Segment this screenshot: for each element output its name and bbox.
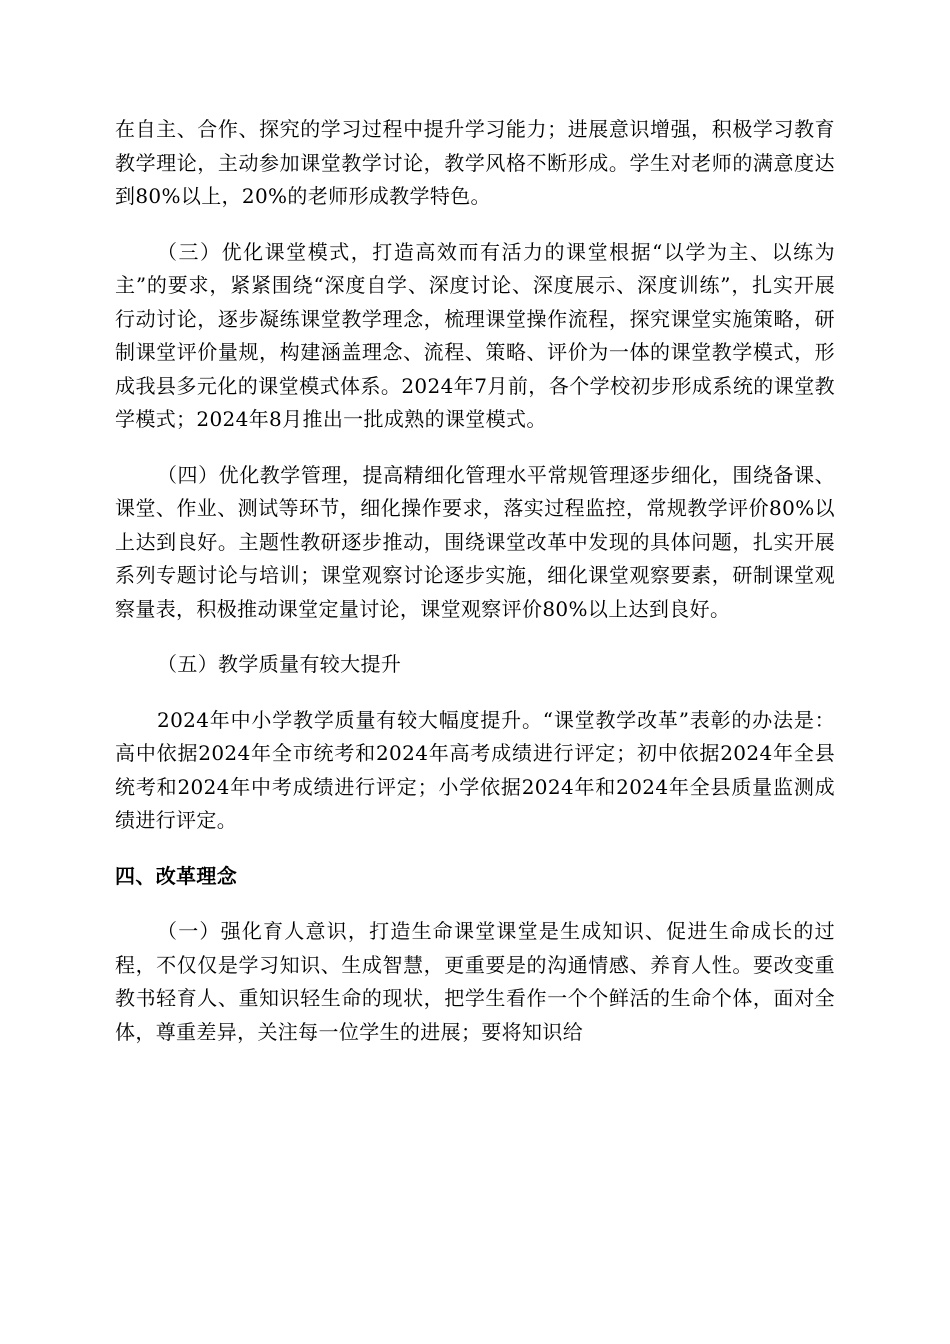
document-page <box>115 113 835 1071</box>
paragraph-teaching-quality-heading: （五）教学质量有较大提升 <box>157 652 402 676</box>
paragraph-optimize-teaching-management: （四）优化教学管理，提高精细化管理水平常规管理逐步细化，围绕备课、课堂、作业、测试等环节，细化操作要求，落实过程监控，常规教学评价80%以上达到良好。主题性教研逐步推动，围绕课堂改革中发现的具体问题，扎实开展系列专题讨论与培训；课堂观察讨论逐步实施，细化课堂观察要素，研制课堂观察量表，积极推动课堂定量讨论，课堂观察评价80%以上达到良好。 <box>115 462 835 621</box>
paragraph-teaching-quality-2024: 2024年中小学教学质量有较大幅度提升。“课堂教学改革”表彰的办法是：高中依据2024年全市统考和2024年高考成绩进行评定；初中依据2024年全县统考和2024年中考成绩进行评定；小学依据2024年和2024年全县质量监测成绩进行评定。 <box>115 707 835 832</box>
section-heading-reform-concept: 四、改革理念 <box>115 863 238 888</box>
paragraph-learning-ability: 在自主、合作、探究的学习过程中提升学习能力；进展意识增强，积极学习教育教学理论，主动参加课堂教学讨论，教学风格不断形成。学生对老师的满意度达到80%以上，20%的老师形成教学特色。 <box>115 117 835 208</box>
paragraph-optimize-classroom-model: （三）优化课堂模式，打造高效而有活力的课堂根据“以学为主、以练为主”的要求，紧紧围绕“深度自学、深度讨论、深度展示、深度训练”，扎实开展行动讨论，逐步凝练课堂教学理念，梳理课堂操作流程，探究课堂实施策略，研制课堂评价量规，构建涵盖理念、流程、策略、评价为一体的课堂教学模式，形成我县多元化的课堂模式体系。2024年7月前，各个学校初步形成系统的课堂教学模式；2024年8月推出一批成熟的课堂模式。 <box>115 239 835 431</box>
paragraph-strengthen-education: （一）强化育人意识，打造生命课堂课堂是生成知识、促进生命成长的过程，不仅仅是学习知识、生成智慧，更重要是的沟通情感、养育人性。要改变重教书轻育人、重知识轻生命的现状，把学生看作一个个鲜活的生命个体，面对全体，尊重差异，关注每一位学生的进展；要将知识给 <box>115 919 835 1044</box>
